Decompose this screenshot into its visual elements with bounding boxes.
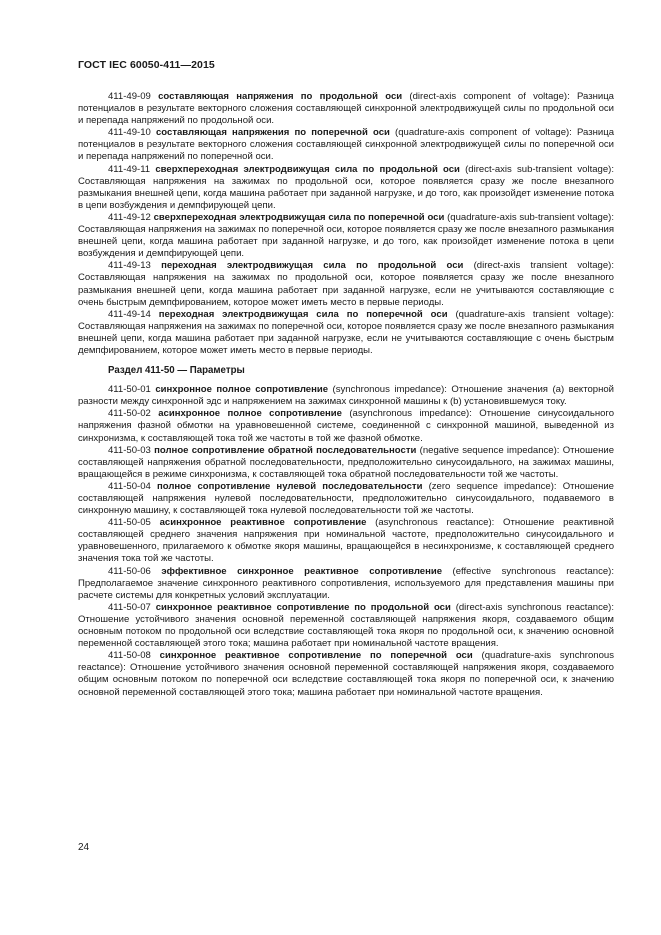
term-definition: (direct-axis synchronous reactance): Отношение устойчивого значения основной переменной составляющей напряжения якоря, создаваемого общим основным потоком по продольной оси вследствие составляющей тока якоря по продольной оси, к значению основной переменной составляющей этого тока; машина работает при номинальной частоте вращения. [78, 601, 614, 650]
term-name: полное сопротивление нулевой последовательности [156, 480, 423, 492]
term-entry [78, 260, 614, 308]
term-number: 411-50-03 [108, 444, 151, 456]
term-name: полное сопротивление обратной последовательности [154, 444, 417, 456]
term-entry [78, 212, 614, 260]
term-entry [78, 517, 614, 565]
page-body [78, 91, 614, 699]
term-entry [78, 91, 614, 127]
term-number: 411-50-01 [108, 384, 151, 396]
term-name: сверхпереходная электродвижущая сила по поперечной оси [153, 211, 445, 223]
term-number: 411-50-05 [108, 517, 151, 529]
term-entry [78, 127, 614, 163]
term-entry [78, 481, 614, 517]
term-entry [78, 602, 614, 650]
term-name: асинхронное реактивное сопротивление [159, 517, 367, 529]
term-number: 411-49-10 [108, 127, 151, 139]
term-entry [78, 408, 614, 444]
term-definition: (quadrature-axis component of voltage): Разница потенциалов в результате векторного сложения составляющей синхронной электродвижущей силы по поперечной оси и перепада напряжений по поперечной оси. [78, 127, 615, 163]
term-name: составляющая напряжения по поперечной оси [156, 127, 390, 139]
term-entry [78, 309, 614, 357]
document-header: ГОСТ IEC 60050-411—2015 [78, 59, 215, 71]
term-number: 411-49-14 [108, 308, 151, 320]
term-name: синхронное реактивное сопротивление по поперечной оси [159, 650, 473, 662]
term-definition: (quadrature-axis transient voltage): Составляющая напряжения на зажимах по поперечной оси, которое появляется сразу же после внезапного размыкания внешней цепи, когда машина работает при заданной нагрузке, если не учитываются составляющие с очень быстрым демпфированием, которое может иметь место в первые периоды. [78, 308, 614, 356]
term-name: синхронное реактивное сопротивление по продольной оси [155, 601, 451, 613]
term-number: 411-49-09 [108, 91, 151, 102]
term-name: переходная электродвижущая сила по поперечной оси [158, 308, 448, 320]
term-definition: (direct-axis transient voltage): Составляющая напряжения на зажимах по продольной оси, которое появляется сразу же после внезапного размыкания внешней цепи, когда машина работает при заданной нагрузке, если не учитываются составляющие с очень быстрым демпфированием, которое может иметь место в первые периоды. [78, 260, 614, 308]
page-number: 24 [78, 842, 90, 853]
term-entry [78, 384, 614, 408]
term-name: переходная электродвижущая сила по продольной оси [161, 260, 464, 272]
term-definition: (zero sequence impedance): Отношение составляющей напряжения нулевой последовательности, предположительно синусоидального, подаваемого в синхронную машину, к составляющей тока нулевой последовательности той же частоты. [78, 480, 614, 517]
term-number: 411-50-06 [108, 565, 151, 577]
term-entry [78, 566, 614, 602]
term-number: 411-49-11 [108, 163, 151, 175]
term-definition: (direct-axis sub-transient voltage): Составляющая напряжения на зажимах по продольной оси, которое появляется сразу же после внезапного размыкания внешней цепи, когда машина работает при заданной нагрузке, и до того, как произойдет изменение потока в цепи возбуждения и демпфирующей цепи. [78, 163, 615, 211]
term-entry [78, 164, 614, 212]
term-definition: (quadrature-axis synchronous reactance): Отношение устойчивого значения основной переменной составляющей напряжения якоря, создаваемого общим основным потоком по поперечной оси вследствие составляющей тока якоря по поперечной оси, к значению основной переменной составляющей этого тока; машина работает при номинальной частоте вращения. [78, 650, 614, 698]
term-definition: (negative sequence impedance): Отношение составляющей напряжения обратной последовательности, предположительно синусоидального, на зажимах машины, вращающейся в режиме синхронизма, к составляющей тока обратной последовательности той же частоты. [78, 444, 615, 480]
term-name: асинхронное полное сопротивление [158, 408, 342, 420]
term-entry [78, 650, 614, 698]
term-definition: (asynchronous reactance): Отношение реактивной составляющей среднего значения напряжения при номинальной частоте, предположительно синусоидального и уравновешенного, прилагаемого к обмотке якоря машины, вращающейся в несинхронизме, к составляющей среднего значения тока той же частоты. [78, 517, 614, 565]
term-entry [78, 445, 614, 481]
term-number: 411-50-04 [108, 480, 151, 492]
entries-list-411-49 [78, 91, 614, 357]
term-number: 411-50-08 [108, 650, 151, 662]
term-name: составляющая напряжения по продольной оси [158, 91, 403, 102]
term-definition: (direct-axis component of voltage): Разница потенциалов в результате векторного сложения составляющей синхронной электродвижущей силы по продольной оси и перепада напряжений по продольной оси. [78, 91, 614, 127]
term-name: синхронное полное сопротивление [155, 384, 329, 396]
term-definition: (asynchronous impedance): Отношение синусоидального напряжения фазной обмотки на уравновешенной системе, соединенной с синхронной машиной, выведенной из синхронизма, к составляющей тока той же частоты в той же фазной обмотке. [78, 408, 615, 444]
term-number: 411-49-12 [108, 211, 151, 223]
term-number: 411-49-13 [108, 260, 151, 272]
entries-list-411-50 [78, 384, 614, 698]
term-name: эффективное синхронное реактивное сопротивление [161, 565, 443, 577]
term-number: 411-50-07 [108, 601, 151, 613]
section-title: Раздел 411-50 — Параметры [108, 365, 245, 377]
term-definition: (effective synchronous reactance): Предполагаемое значение синхронного реактивного сопротивления, используемого для представления машины при расчете системы для конкретных условий эксплуатации. [78, 565, 614, 601]
term-name: сверхпереходная электродвижущая сила по продольной оси [155, 163, 460, 175]
term-definition: (quadrature-axis sub-transient voltage): Составляющая напряжения на зажимах по поперечной оси, которое появляется сразу же после внезапного размыкания внешней цепи, когда машина работает при заданной нагрузке, и до того, как произойдет изменение потока в цепи возбуждения и демпфирующей цепи. [78, 211, 614, 260]
term-definition: (synchronous impedance): Отношение значения (a) векторной разности между синхронной эдс и напряжением на зажимах синхронной машины к (b) установившемуся току. [78, 384, 614, 408]
term-number: 411-50-02 [108, 408, 151, 420]
